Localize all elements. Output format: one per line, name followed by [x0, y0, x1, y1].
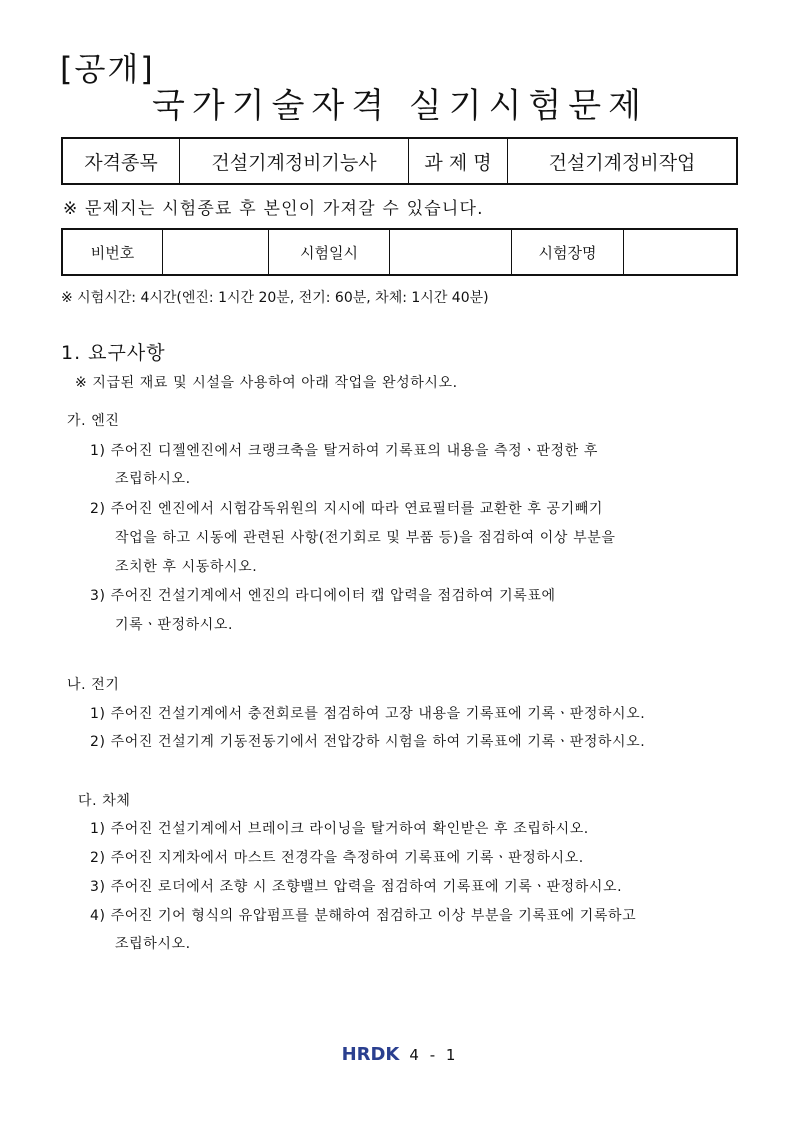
list-item: 2) 주어진 지게차에서 마스트 전경각을 측정하여 기록표에 기록ㆍ판정하시오. [90, 850, 584, 866]
exam-site-field[interactable] [624, 230, 736, 274]
list-item: 조립하시오. [115, 471, 191, 487]
list-item: 조립하시오. [115, 936, 191, 952]
subsection-head-engine: 가. 엔진 [67, 413, 120, 429]
notice-text: ※ 문제지는 시험종료 후 본인이 가져갈 수 있습니다. [63, 199, 484, 219]
list-item: 2) 주어진 건설기계 기동전동기에서 전압강하 시험을 하여 기록표에 기록ㆍ판정하시오. [90, 734, 646, 750]
section-title: 1. 요구사항 [61, 342, 166, 364]
candidate-number-label: 비번호 [63, 230, 163, 274]
list-item: 1) 주어진 디젤엔진에서 크랭크축을 탈거하여 기록표의 내용을 측정ㆍ판정한 후 [90, 443, 598, 459]
list-item: 작업을 하고 시동에 관련된 사항(전기회로 및 부품 등)을 점검하여 이상 부분을 [115, 530, 616, 546]
qualification-label: 자격종목 [63, 139, 180, 183]
section-intro: ※ 지급된 재료 및 시설을 사용하여 아래 작업을 완성하시오. [75, 375, 458, 391]
page-number: 4 - 1 [409, 1045, 459, 1064]
list-item: 조치한 후 시동하시오. [115, 559, 258, 575]
exam-id-table [61, 228, 738, 276]
page-footer [0, 1044, 800, 1065]
exam-date-label: 시험일시 [269, 230, 390, 274]
hrdk-logo: HRDK [341, 1044, 400, 1065]
qualification-value: 건설기계정비기능사 [180, 139, 409, 183]
candidate-number-field[interactable] [163, 230, 269, 274]
list-item: 3) 주어진 건설기계에서 엔진의 라디에이터 캡 압력을 점검하여 기록표에 [90, 588, 556, 604]
list-item: 기록ㆍ판정하시오. [115, 617, 234, 633]
list-item: 1) 주어진 건설기계에서 브레이크 라이닝을 탈거하여 확인받은 후 조립하시오. [90, 821, 589, 837]
document-title: 국가기술자격 실기시험문제 [152, 86, 648, 126]
list-item: 2) 주어진 엔진에서 시험감독위원의 지시에 따라 연료필터를 교환한 후 공기빼기 [90, 501, 603, 517]
subsection-head-chassis: 다. 차체 [78, 793, 131, 809]
subsection-head-electric: 나. 전기 [67, 677, 120, 693]
public-label: [공개] [60, 50, 155, 88]
list-item: 1) 주어진 건설기계에서 충전회로를 점검하여 고장 내용을 기록표에 기록ㆍ판정하시오. [90, 706, 646, 722]
exam-site-label: 시험장명 [512, 230, 624, 274]
list-item: 4) 주어진 기어 형식의 유압펌프를 분해하여 점검하고 이상 부분을 기록표에 기록하고 [90, 908, 637, 924]
task-value: 건설기계정비작업 [548, 151, 696, 174]
task-label: 과 제 명 [409, 139, 508, 183]
list-item: 3) 주어진 로더에서 조향 시 조향밸브 압력을 점검하여 기록표에 기록ㆍ판정하시오. [90, 879, 623, 895]
qualification-table [61, 137, 738, 185]
exam-time-text: ※ 시험시간: 4시간(엔진: 1시간 20분, 전기: 60분, 차체: 1시간 40분) [61, 290, 489, 306]
exam-date-field[interactable] [390, 230, 512, 274]
